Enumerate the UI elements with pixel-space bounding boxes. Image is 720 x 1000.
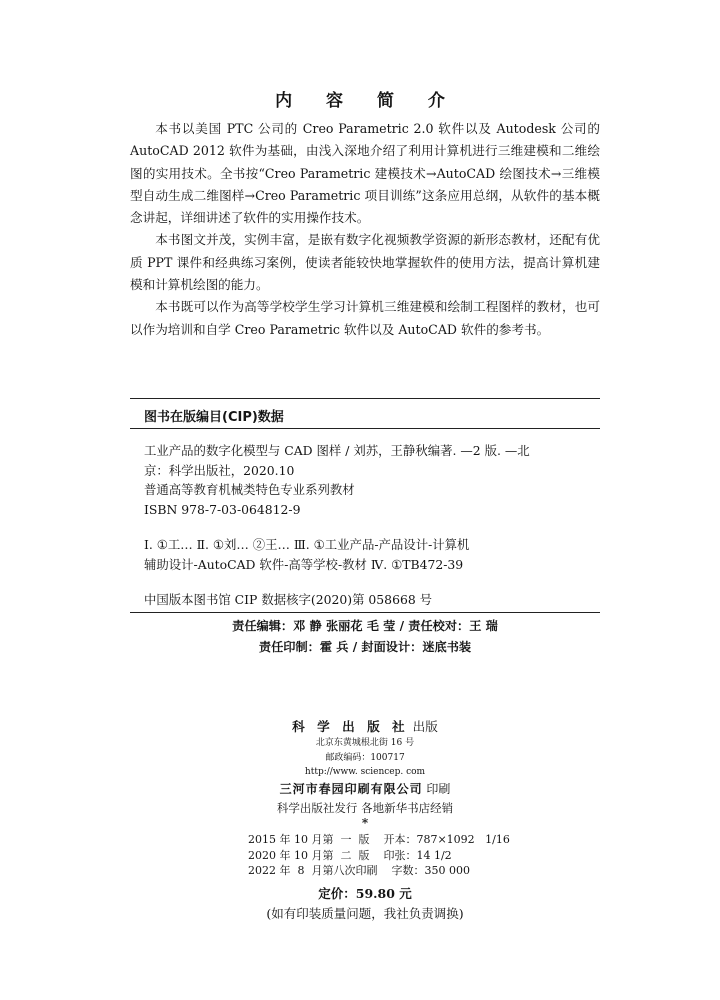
cip-subjects-line-1: Ⅰ. ①工… Ⅱ. ①刘… ②王… Ⅲ. ①工业产品-产品设计-计算机 bbox=[144, 537, 470, 552]
quality-note: (如有印装质量问题，我社负责调换) bbox=[266, 906, 464, 921]
intro-paragraph-1: 本书以美国 PTC 公司的 Creo Parametric 2.0 软件以及 Autodesk 公司的 AutoCAD 2012 软件为基础，由浅入深地介绍了利用计算机进行三维建模和二维绘图的实用技术。全书按“Creo Parametric 建模技术→AutoCAD 绘图技术→三维模型自动生成二维图样→Creo Parametric 项目训练”这条应用总纲，从软件的基本概念讲起，详细讲述了软件的实用操作技术。 bbox=[130, 121, 600, 226]
cip-record-line-1: 工业产品的数字化模型与 CAD 图样 / 刘苏，王静秋编著. —2 版. —北 bbox=[144, 443, 530, 458]
separator-star: * bbox=[361, 815, 369, 830]
credits bbox=[130, 616, 600, 658]
cip-number: 中国版本图书馆 CIP 数据核字(2020)第 058668 号 bbox=[144, 592, 433, 607]
cip-record bbox=[144, 441, 599, 519]
publisher-block bbox=[130, 718, 600, 828]
publisher-url: http://www. sciencep. com bbox=[304, 767, 426, 777]
intro-text bbox=[130, 118, 600, 341]
printer-name: 三河市春园印刷有限公司 bbox=[279, 781, 423, 796]
publisher-name: 科 学 出 版 社 bbox=[292, 719, 409, 734]
edition-info bbox=[248, 832, 510, 879]
cip-isbn: ISBN 978-7-03-064812-9 bbox=[144, 501, 301, 517]
edition-line-1: 2015 年 10 月第 一 版 开本：787×1092 1/16 bbox=[248, 833, 510, 846]
cip-subjects bbox=[144, 535, 599, 574]
edition-line-2: 2020 年 10 月第 二 版 印张：14 1/2 bbox=[248, 848, 452, 862]
cip-record-line-2: 京：科学出版社，2020.10 bbox=[144, 462, 295, 478]
edition-line-3: 2022 年 8 月第八次印刷 字数：350 000 bbox=[248, 864, 470, 877]
publisher-postcode: 邮政编码：100717 bbox=[325, 752, 405, 763]
printer-suffix: 印刷 bbox=[426, 781, 451, 796]
cip-heading-rule bbox=[130, 428, 600, 429]
cip-top-rule bbox=[130, 398, 600, 399]
page-title: 内 容 简 介 bbox=[275, 91, 459, 111]
cip-bottom-rule bbox=[130, 612, 600, 613]
distribution: 科学出版社发行 各地新华书店经销 bbox=[276, 800, 454, 815]
publisher-suffix: 出版 bbox=[412, 719, 438, 734]
publisher-address: 北京东黄城根北街 16 号 bbox=[315, 738, 415, 748]
intro-paragraph-3: 本书既可以作为高等学校学生学习计算机三维建模和绘制工程图样的教材，也可以作为培训和自学 Creo Parametric 软件以及 AutoCAD 软件的参考书。 bbox=[130, 299, 600, 337]
cip-heading: 图书在版编目(CIP)数据 bbox=[144, 410, 284, 425]
credits-printing: 责任印制：霍 兵 / 封面设计：迷底书装 bbox=[258, 640, 472, 654]
cip-subjects-line-2: 辅助设计-AutoCAD 软件-高等学校-教材 Ⅳ. ①TB472-39 bbox=[144, 556, 464, 572]
price: 定价：59.80 元 bbox=[318, 886, 412, 901]
intro-paragraph-2: 本书图文并茂，实例丰富，是嵌有数字化视频教学资源的新形态教材，还配有优质 PPT 课件和经典练习案例，使读者能较快地掌握软件的使用方法，提高计算机建模和计算机绘图的能力。 bbox=[130, 232, 600, 293]
cip-series: 普通高等教育机械类特色专业系列教材 bbox=[144, 482, 355, 497]
credits-editors: 责任编辑：邓 静 张丽花 毛 莹 / 责任校对：王 瑞 bbox=[232, 619, 498, 633]
